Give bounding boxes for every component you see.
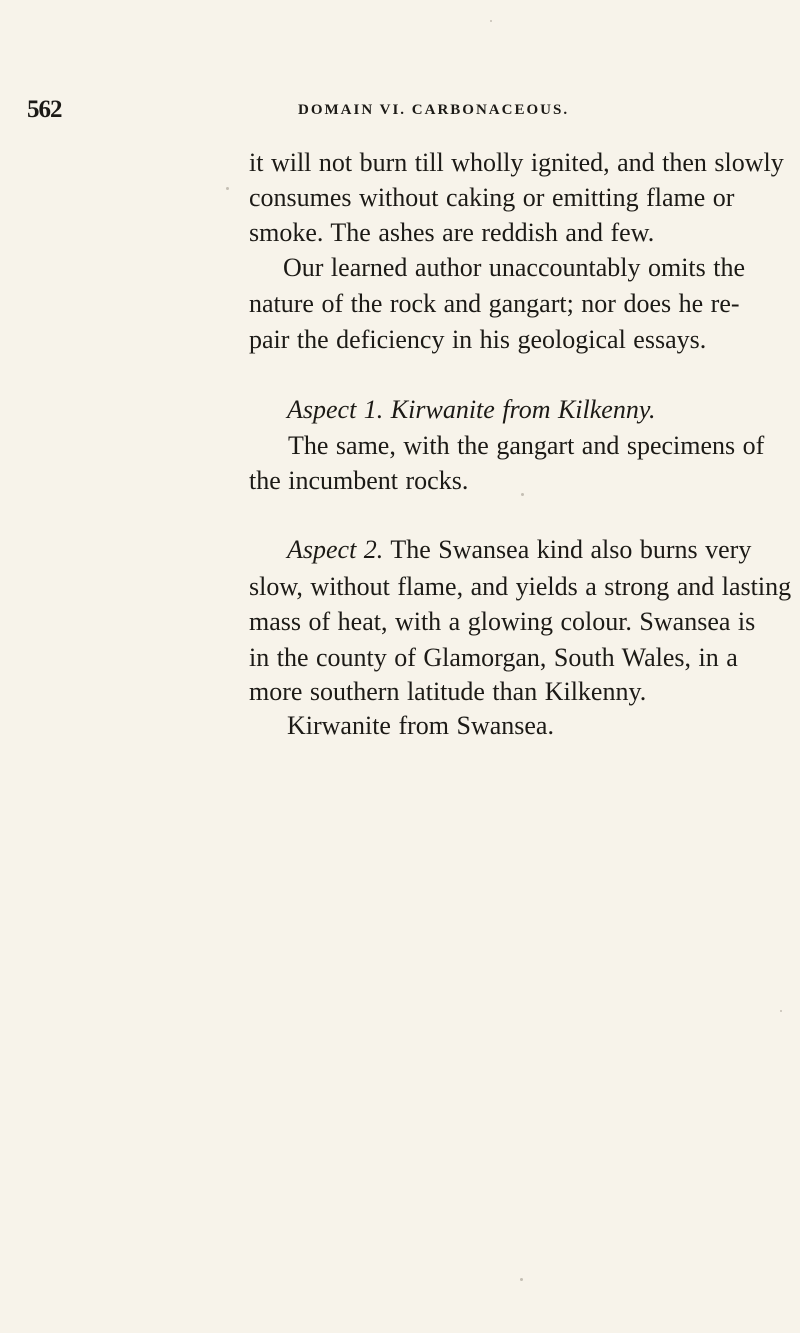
- paper-speck: [520, 1278, 523, 1281]
- aspect-2-line: [287, 534, 751, 566]
- paper-speck: [780, 1010, 782, 1012]
- paper-speck: [490, 20, 492, 22]
- text-line: The same, with the gangart and specimens of: [288, 431, 765, 460]
- page-number: 562: [27, 96, 62, 123]
- text-line: pair the deficiency in his geological essays.: [249, 325, 707, 354]
- text-line: slow, without flame, and yields a strong and lasting: [249, 572, 792, 601]
- aspect-2-label: Aspect 2.: [287, 535, 384, 564]
- text-line: Our learned author unaccountably omits the: [283, 253, 746, 282]
- text-line: more southern latitude than Kilkenny.: [249, 677, 647, 706]
- text-line: the incumbent rocks.: [249, 466, 469, 495]
- aspect-2-text: The Swansea kind also burns very: [390, 535, 752, 564]
- text-line: consumes without caking or emitting flame or: [249, 183, 735, 212]
- paper-speck: [521, 493, 524, 496]
- paper-speck: [226, 187, 229, 190]
- text-line: smoke. The ashes are reddish and few.: [249, 218, 655, 247]
- aspect-1-heading: Aspect 1. Kirwanite from Kilkenny.: [287, 395, 656, 424]
- running-head: DOMAIN VI. CARBONACEOUS.: [298, 102, 570, 118]
- text-line: it will not burn till wholly ignited, and then slowly: [249, 148, 784, 177]
- text-line: mass of heat, with a glowing colour. Swansea is: [249, 607, 756, 636]
- text-line: nature of the rock and gangart; nor does he re-: [249, 289, 740, 318]
- text-line: Kirwanite from Swansea.: [287, 711, 554, 740]
- text-line: in the county of Glamorgan, South Wales, in a: [249, 643, 738, 672]
